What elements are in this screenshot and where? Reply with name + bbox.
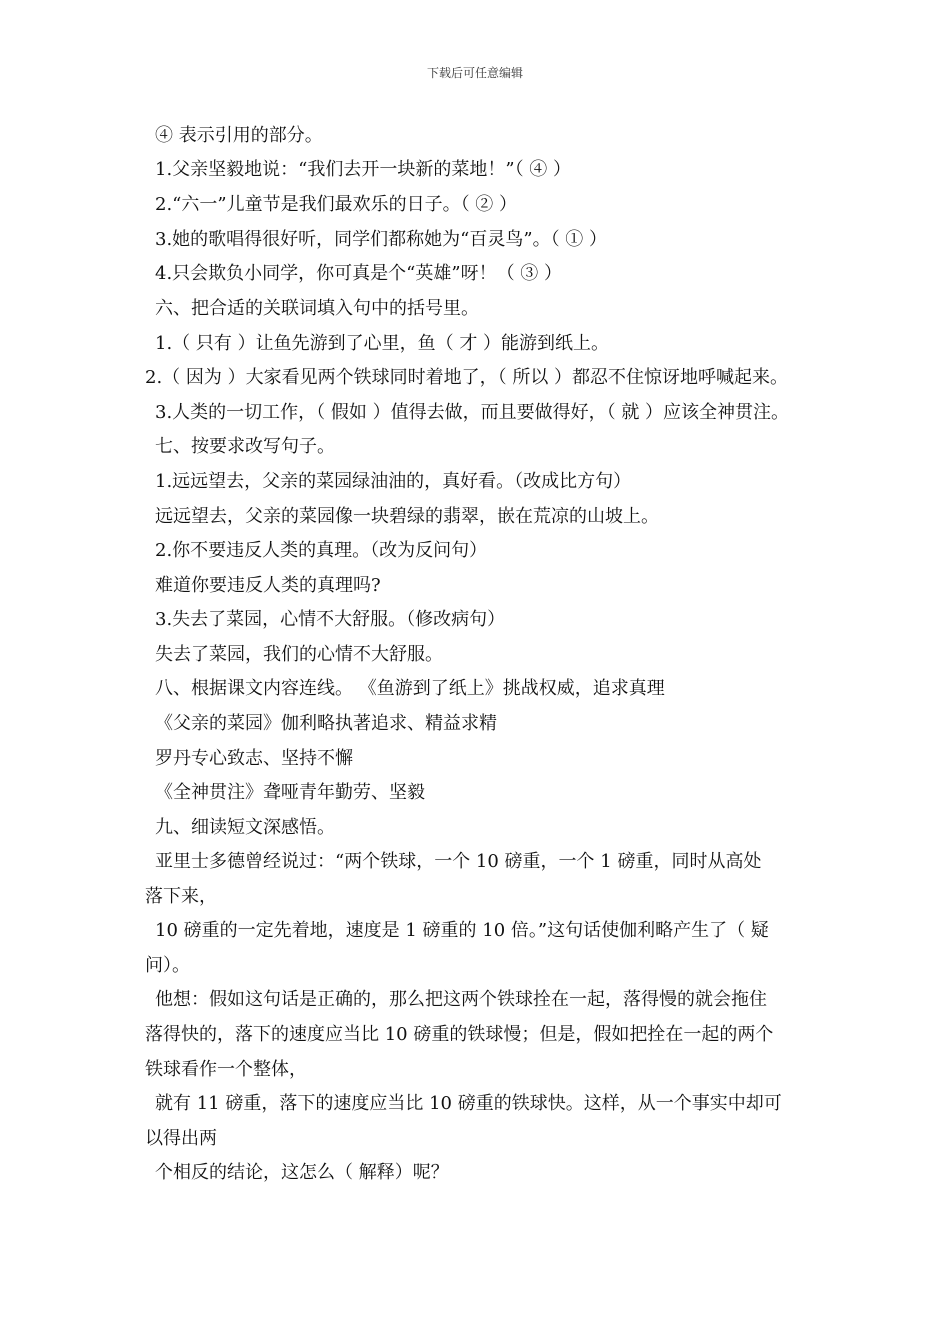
text-line: 1.远远望去，父亲的菜园绿油油的，真好看。（改成比方句）	[155, 471, 632, 492]
text-line: 3.失去了菜园，心情不大舒服。（修改病句）	[155, 609, 506, 630]
text-line: 他想：假如这句话是正确的，那么把这两个铁球拴在一起，落得慢的就会拖住	[155, 989, 767, 1010]
text-line: 2.（ 因为 ）大家看见两个铁球同时着地了，（ 所以 ）都忍不住惊讶地呼喊起来。	[145, 367, 789, 388]
text-line: 3.人类的一切工作，（ 假如 ）值得去做，而且要做得好，（ 就 ）应该全神贯注。	[155, 402, 790, 423]
page-header: 下载后可任意编辑	[426, 66, 523, 80]
section-heading: 六、把合适的关联词填入句中的括号里。	[155, 298, 479, 319]
section-heading: 九、细读短文深感悟。	[155, 817, 335, 838]
text-line: 10 磅重的一定先着地，速度是 1 磅重的 10 倍。”这句话使伽利略产生了（ 疑	[155, 920, 769, 941]
text-line: 难道你要违反人类的真理吗?	[155, 575, 381, 596]
text-line: 2.你不要违反人类的真理。（改为反问句）	[155, 540, 488, 561]
text-line: 问）。	[145, 955, 190, 976]
text-line: 落得快的，落下的速度应当比 10 磅重的铁球慢；但是，假如把拴在一起的两个	[145, 1024, 774, 1045]
text-line: 以得出两	[145, 1128, 217, 1149]
text-line: 《父亲的菜园》伽利略执著追求、精益求精	[155, 713, 497, 734]
text-line: 个相反的结论，这怎么（ 解释）呢？	[155, 1162, 449, 1183]
text-line: 《全神贯注》聋哑青年勤劳、坚毅	[155, 782, 425, 803]
text-line: 铁球看作一个整体，	[145, 1059, 307, 1080]
section-heading: 八、根据课文内容连线。 《鱼游到了纸上》挑战权威，追求真理	[155, 678, 665, 699]
text-line: 远远望去，父亲的菜园像一块碧绿的翡翠，嵌在荒凉的山坡上。	[155, 506, 659, 527]
text-line: 4.只会欺负小同学，你可真是个“英雄”呀！（ ③ ）	[155, 263, 563, 284]
text-line: 3.她的歌唱得很好听，同学们都称她为“百灵鸟”。（ ① ）	[155, 229, 608, 250]
text-line: 1.（ 只有 ）让鱼先游到了心里，鱼（ 才 ）能游到纸上。	[155, 333, 610, 354]
text-line: 失去了菜园，我们的心情不大舒服。	[155, 644, 443, 665]
text-line: 罗丹专心致志、坚持不懈	[155, 748, 353, 769]
text-line: 亚里士多德曾经说过：“两个铁球，一个 10 磅重，一个 1 磅重，同时从高处	[155, 851, 762, 872]
text-line: 2.“六一”儿童节是我们最欢乐的日子。（ ② ）	[155, 194, 518, 215]
text-line: 落下来，	[145, 886, 217, 907]
text-line: 就有 11 磅重，落下的速度应当比 10 磅重的铁球快。这样，从一个事实中却可	[155, 1093, 782, 1114]
section-heading: 七、按要求改写句子。	[155, 436, 335, 457]
text-line: ④ 表示引用的部分。	[155, 125, 323, 146]
text-line: 1.父亲坚毅地说：“我们去开一块新的菜地！”（ ④ ）	[155, 159, 572, 180]
